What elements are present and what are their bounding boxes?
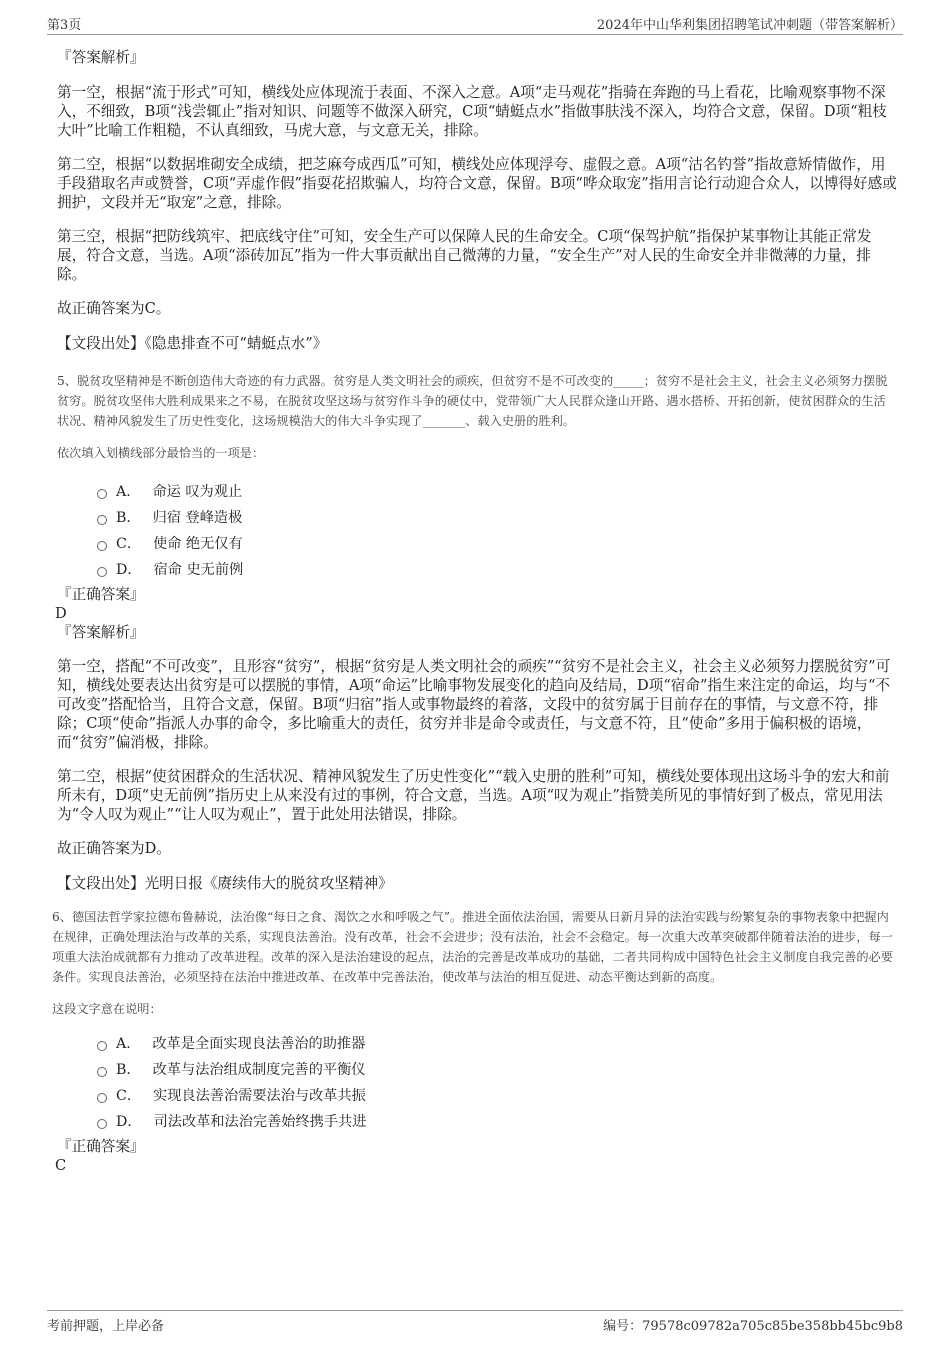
footer-slogan: 考前押题，上岸必备 bbox=[47, 1319, 165, 1334]
analysis-paragraph-1: 第一空，根据“流于形式”可知，横线处应体现流于表面、不深入之意。A项“走马观花”指骑在奔跑的马上看花，比喻观察事物不深入，不细致，B项“浅尝辄止”指对知识、问题等不做深入研究，C项“蜻蜓点水”指做事肤浅不深入，均符合文意，保留。D项“粗枝大叶”比喻工作粗糙，不认真细致，马虎大意，与文意无关，排除。 bbox=[57, 84, 887, 139]
radio-icon[interactable] bbox=[97, 1119, 107, 1129]
option-c[interactable]: C． 使命 绝无仅有 bbox=[97, 531, 897, 557]
answer-label: 『正确答案』 bbox=[57, 586, 145, 603]
option-a[interactable]: A． 命运 叹为观止 bbox=[97, 479, 897, 505]
radio-icon[interactable] bbox=[97, 1041, 107, 1051]
analysis-label: 『答案解析』 bbox=[57, 49, 145, 66]
page-header bbox=[47, 12, 903, 35]
radio-icon[interactable] bbox=[97, 1093, 107, 1103]
conclusion: 故正确答案为D。 bbox=[57, 840, 171, 857]
document-title: 2024年中山华利集团招聘笔试冲刺题（带答案解析） bbox=[596, 18, 903, 33]
document-id: 编号：79578c09782a705c85be358bb45bc9b8 bbox=[603, 1319, 903, 1334]
option-b[interactable]: B． 改革与法治组成制度完善的平衡仪 bbox=[97, 1057, 897, 1083]
analysis-paragraph-1: 第一空，搭配“不可改变”，且形容“贫穷”，根据“贫穷是人类文明社会的顽疾”“贫穷不是社会主义，社会主义必须努力摆脱贫穷”可知，横线处要表达出贫穷是可以摆脱的事情，A项“命运”比喻事物发展变化的趋向及结局，D项“宿命”指生来注定的命运，均与“不可改变”搭配恰当，且符合文意，保留。B项“归宿”指人或事物最终的着落，文段中的贫穷属于目前存在的事情，与文意不符，排除；C项“使命”指派人办事的命令，多比喻重大的责任，贫穷并非是命令或责任，与文意不符，且“使命”多用于偏积极的语境，而“贫穷”偏消极，排除。 bbox=[57, 658, 891, 751]
page-number: 第3页 bbox=[47, 18, 82, 33]
source-citation: 【文段出处】《隐患排查不可“蜻蜓点水”》 bbox=[57, 335, 328, 352]
option-b[interactable]: B． 归宿 登峰造极 bbox=[97, 505, 897, 531]
radio-icon[interactable] bbox=[97, 1067, 107, 1077]
radio-icon[interactable] bbox=[97, 489, 107, 499]
option-d[interactable]: D． 司法改革和法治完善始终携手共进 bbox=[97, 1109, 897, 1135]
question-5-options bbox=[57, 479, 897, 583]
source-citation: 【文段出处】光明日报《赓续伟大的脱贫攻坚精神》 bbox=[57, 875, 393, 892]
analysis-paragraph-3: 第三空，根据“把防线筑牢、把底线守住”可知，安全生产可以保障人民的生命安全。C项“保驾护航”指保护某事物让其能正常发展，符合文意，当选。A项“添砖加瓦”指为一件大事贡献出自己微薄的力量，“安全生产”对人民的生命安全并非微薄的力量，排除。 bbox=[57, 228, 872, 283]
conclusion: 故正确答案为C。 bbox=[57, 300, 171, 317]
page-content bbox=[52, 44, 897, 1175]
correct-answer: D bbox=[55, 605, 67, 622]
analysis-label: 『答案解析』 bbox=[57, 624, 145, 641]
radio-icon[interactable] bbox=[97, 567, 107, 577]
question-6-stem: 6、德国法哲学家拉德布鲁赫说，法治像“每日之食、渴饮之水和呼吸之气”。推进全面依法治国，需要从日新月异的法治实践与纷繁复杂的事物表象中把握内在规律，正确处理法治与改革的关系，实现良法善治。没有改革，社会不会进步；没有法治，社会不会稳定。每一次重大改革突破都伴随着法治的进步，每一项重大法治成就都有力推动了改革进程。改革的深入是法治建设的起点，法治的完善是改革成功的基础，二者共同构成中国特色社会主义制度自我完善的必要条件。实现良法善治，必须坚持在法治中推进改革、在改革中完善法治，使改革与法治的相互促进、动态平衡达到新的高度。 bbox=[52, 910, 893, 984]
option-c[interactable]: C． 实现良法善治需要法治与改革共振 bbox=[97, 1083, 897, 1109]
radio-icon[interactable] bbox=[97, 541, 107, 551]
option-a[interactable]: A． 改革是全面实现良法善治的助推器 bbox=[97, 1031, 897, 1057]
option-d[interactable]: D． 宿命 史无前例 bbox=[97, 557, 897, 583]
question-6-options bbox=[57, 1031, 897, 1135]
question-5-stem: 5、脱贫攻坚精神是不断创造伟大奇迹的有力武器。贫穷是人类文明社会的顽疾，但贫穷不是不可改变的_____；贫穷不是社会主义，社会主义必须努力摆脱贫穷。脱贫攻坚伟大胜利成果来之不易，在脱贫攻坚这场与贫穷作斗争的硬仗中，党带领广大人民群众逢山开路、遇水搭桥、开拓创新，使贫困群众的生活状况、精神风貌发生了历史性变化，这场规模浩大的伟大斗争实现了_______、载入史册的胜利。 bbox=[57, 374, 888, 428]
question-6-prompt: 这段文字意在说明： bbox=[52, 1002, 162, 1016]
answer-label: 『正确答案』 bbox=[57, 1138, 145, 1155]
analysis-paragraph-2: 第二空，根据“以数据堆砌安全成绩，把芝麻夸成西瓜”可知，横线处应体现浮夸、虚假之意。A项“沽名钓誉”指故意矫情做作，用手段猎取名声或赞誉，C项“弄虚作假”指耍花招欺骗人，均符合文意，保留。B项“哗众取宠”指用言论行动迎合众人，以博得好感或拥护，文段并无“取宠”之意，排除。 bbox=[57, 156, 897, 211]
page-footer bbox=[47, 1310, 903, 1334]
correct-answer: C bbox=[55, 1157, 67, 1174]
analysis-paragraph-2: 第二空，根据“使贫困群众的生活状况、精神风貌发生了历史性变化”“载入史册的胜利”可知，横线处要体现出这场斗争的宏大和前所未有，D项“史无前例”指历史上从来没有过的事例，符合文意，当选。A项“叹为观止”指赞美所见的事情好到了极点，常见用法为“令人叹为观止”“让人叹为观止”，置于此处用法错误，排除。 bbox=[57, 768, 890, 823]
radio-icon[interactable] bbox=[97, 515, 107, 525]
question-5-prompt: 依次填入划横线部分最恰当的一项是： bbox=[57, 446, 265, 460]
